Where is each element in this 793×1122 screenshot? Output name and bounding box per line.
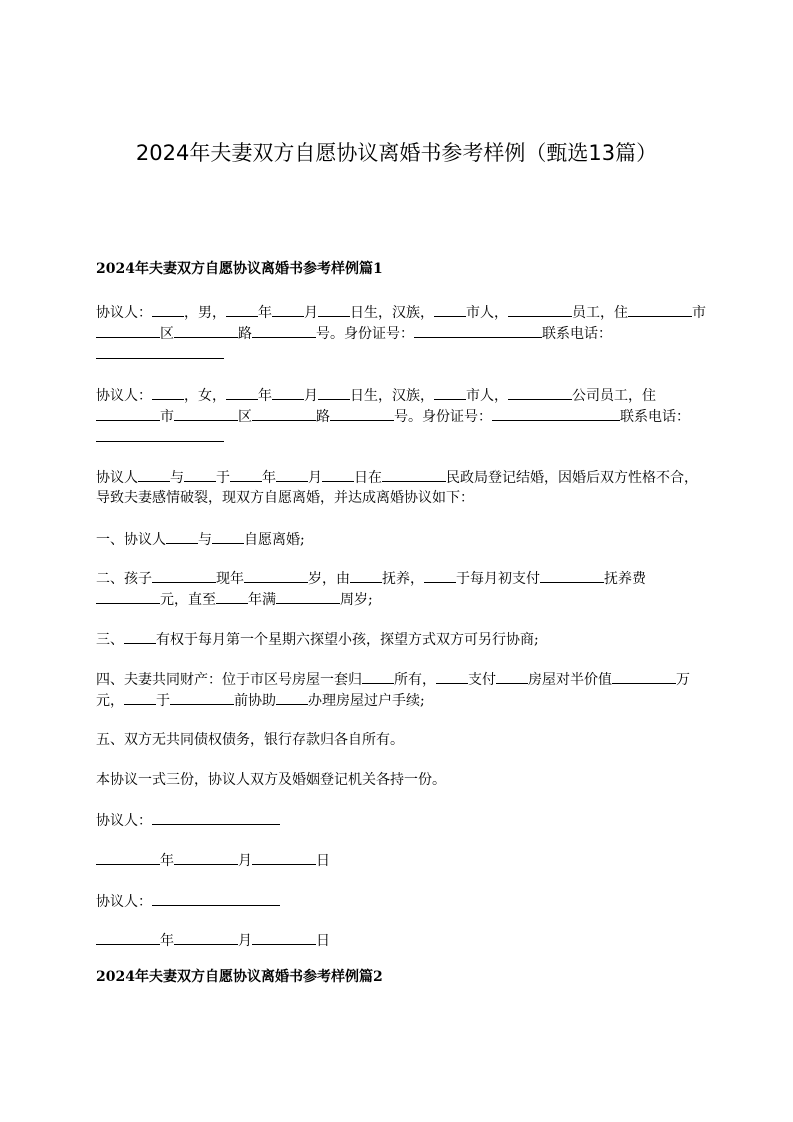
party-1-paragraph: 协议人： ，男， 年 月 日生，汉族， 市人， 员工，住 市区 路 号。身份证号： 联系电话：	[96, 302, 706, 365]
blank-field[interactable]	[124, 629, 156, 644]
blank-field[interactable]	[252, 406, 316, 421]
clause-2: 二、孩子 现年 岁，由 抚养， 于每月初支付 抚养费元，直至 年满 周岁;	[96, 568, 706, 610]
blank-field[interactable]	[272, 302, 304, 317]
year-field[interactable]	[96, 850, 160, 865]
clause-5: 五、双方无共同债权债务，银行存款归各自所有。	[96, 732, 404, 748]
date-line-1: 年 月 日	[96, 850, 706, 871]
blank-field[interactable]	[226, 385, 258, 400]
document-title: 2024年夫妻双方自愿协议离婚书参考样例（甄选13篇）	[135, 141, 658, 165]
blank-field[interactable]	[276, 589, 340, 604]
blank-field[interactable]	[230, 467, 262, 482]
blank-field[interactable]	[612, 669, 676, 684]
clause-3: 三、 有权于每月第一个星期六探望小孩，探望方式双方可另行协商;	[96, 629, 706, 650]
blank-field[interactable]	[244, 568, 308, 583]
signature-field[interactable]	[152, 891, 280, 906]
blank-field[interactable]	[96, 406, 160, 421]
blank-field[interactable]	[434, 385, 466, 400]
blank-field[interactable]	[434, 302, 466, 317]
blank-field[interactable]	[124, 690, 156, 705]
blank-field[interactable]	[362, 669, 394, 684]
blank-field[interactable]	[170, 690, 234, 705]
blank-field[interactable]	[152, 568, 216, 583]
blank-field[interactable]	[96, 323, 160, 338]
blank-field[interactable]	[96, 589, 160, 604]
blank-field[interactable]	[152, 385, 184, 400]
blank-field[interactable]	[174, 323, 238, 338]
blank-field[interactable]	[138, 467, 170, 482]
blank-field[interactable]	[382, 467, 446, 482]
blank-field[interactable]	[184, 467, 216, 482]
blank-field[interactable]	[414, 323, 542, 338]
copies-statement: 本协议一式三份，协议人双方及婚姻登记机关各持一份。	[96, 772, 446, 788]
year-field[interactable]	[96, 930, 160, 945]
blank-field[interactable]	[436, 669, 468, 684]
blank-field[interactable]	[350, 568, 382, 583]
blank-field[interactable]	[212, 529, 244, 544]
section-1-heading: 2024年夫妻双方自愿协议离婚书参考样例篇1	[96, 261, 383, 277]
blank-field[interactable]	[318, 302, 350, 317]
blank-field[interactable]	[322, 467, 354, 482]
blank-field[interactable]	[216, 589, 248, 604]
date-line-2: 年 月 日	[96, 930, 706, 951]
signature-field[interactable]	[152, 810, 280, 825]
section-2-heading: 2024年夫妻双方自愿协议离婚书参考样例篇2	[96, 969, 383, 985]
blank-field[interactable]	[272, 385, 304, 400]
blank-field[interactable]	[252, 323, 316, 338]
blank-field[interactable]	[628, 302, 692, 317]
blank-field[interactable]	[96, 427, 224, 442]
blank-field[interactable]	[276, 467, 308, 482]
blank-field[interactable]	[330, 406, 394, 421]
blank-field[interactable]	[152, 302, 184, 317]
marriage-paragraph: 协议人 与 于 年 月 日在 民政局登记结婚，因婚后双方性格不合，导致夫妻感情破裂，现双方自愿离婚，并达成离婚协议如下：	[96, 467, 706, 508]
blank-field[interactable]	[508, 385, 572, 400]
blank-field[interactable]	[166, 529, 198, 544]
clause-4: 四、夫妻共同财产：位于市区号房屋一套归 所有， 支付 房屋对半价值 万元， 于 前协助 办理房屋过户手续;	[96, 669, 706, 711]
blank-field[interactable]	[424, 568, 456, 583]
blank-field[interactable]	[96, 344, 224, 359]
blank-field[interactable]	[174, 406, 238, 421]
blank-field[interactable]	[276, 690, 308, 705]
month-field[interactable]	[174, 930, 238, 945]
blank-field[interactable]	[508, 302, 572, 317]
blank-field[interactable]	[226, 302, 258, 317]
month-field[interactable]	[174, 850, 238, 865]
day-field[interactable]	[252, 850, 316, 865]
blank-field[interactable]	[496, 669, 528, 684]
signature-line-1: 协议人：	[96, 810, 706, 831]
blank-field[interactable]	[318, 385, 350, 400]
blank-field[interactable]	[540, 568, 604, 583]
party-2-paragraph: 协议人： ，女， 年 月 日生，汉族， 市人， 公司员工，住市 区 路 号。身份证号： 联系电话：	[96, 385, 706, 448]
blank-field[interactable]	[492, 406, 620, 421]
signature-line-2: 协议人：	[96, 891, 706, 912]
day-field[interactable]	[252, 930, 316, 945]
clause-1: 一、协议人 与 自愿离婚;	[96, 529, 706, 550]
